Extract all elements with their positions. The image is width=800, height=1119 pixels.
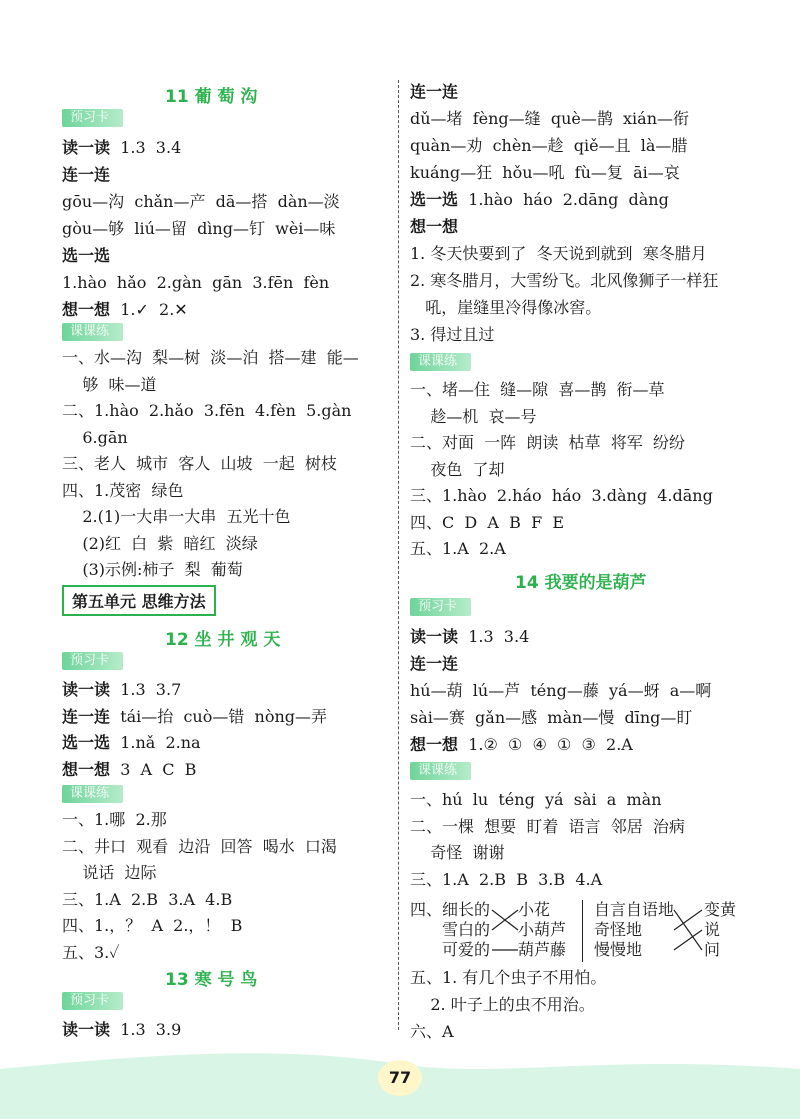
answer-line: 二、一棵 想要 盯着 语言 邻居 治病 [410, 816, 685, 836]
answer-line: 趁—机 哀—号 [410, 406, 537, 426]
answer-line [62, 192, 340, 212]
answer-text: 3 A C B [110, 759, 197, 779]
match-left-word: 雪白的 [442, 920, 491, 939]
answer-line: 五、3.✓ [62, 942, 120, 962]
answer-line: (3)示例:柿子 梨 葡萄 [62, 560, 243, 579]
answer-text: 1.② ① ④ ① ③ 2.A [458, 735, 633, 754]
lesson-14-title: 14 我要的是葫芦 [515, 573, 647, 593]
answer-line [410, 136, 687, 156]
match-left-target: 小葫芦 [518, 920, 567, 939]
answer-line: 一、水—沟 梨—树 淡—泊 搭—建 能— [62, 348, 359, 367]
answer-text: tái—抬 cuò—错 nòng—弄 [110, 706, 328, 726]
answer-line: 三、老人 城市 客人 山坡 一起 树枝 [62, 454, 337, 473]
answer-text: 1. 冬天快要到了 冬天说到就到 寒冬腊月 [410, 244, 707, 263]
answer-text: 1.3 3.4 [458, 627, 530, 646]
answer-line: 够 味—道 [62, 374, 157, 394]
section-label: 读一读 [62, 138, 111, 157]
answer-line: 四、1.，？ A 2.，！ B [62, 916, 243, 935]
section-label: 读一读 [62, 680, 111, 699]
section-label: 连一连 [62, 165, 111, 184]
match-left-target: 小花 [518, 900, 551, 919]
answer-text: quàn—劝 chèn—趁 qiě—且 là—腊 [410, 136, 688, 155]
answer-line [410, 708, 692, 728]
match-left-word: 细长的 [442, 900, 491, 919]
answer-line [410, 271, 718, 291]
answer-text: 1.3 3.4 [110, 138, 182, 157]
match-right-target: 说 [704, 920, 721, 939]
answer-text: hú—葫 lú—芦 téng—藤 yá—蚜 a—啊 [410, 681, 712, 700]
section-label: 连一连 [410, 654, 459, 673]
answer-line: 六、A [410, 1022, 454, 1041]
answer-line [62, 246, 110, 266]
answer-line [410, 735, 633, 755]
section-label: 选一选 [410, 190, 459, 209]
answer-line [62, 680, 181, 700]
answer-line [62, 733, 201, 753]
answer-text: gòu—够 liú—留 dìng—钉 wèi—味 [62, 219, 336, 238]
lesson-13-title: 13 寒 号 鸟 [165, 970, 258, 990]
answer-text: dǔ—堵 fèng—缝 què—鹊 xián—衔 [410, 109, 690, 128]
practice-tag: 课课练 [62, 785, 123, 803]
answer-line [62, 273, 329, 293]
answer-line: 四、1.茂密 绿色 [62, 480, 184, 500]
match-left-word: 可爱的 [442, 940, 491, 959]
answer-line: 三、1.A 2.B 3.A 4.B [62, 889, 233, 909]
practice-tag: 课课练 [410, 762, 471, 780]
answer-text: 3. 得过且过 [410, 325, 495, 344]
answer-line [62, 760, 196, 780]
answer-line: 二、对面 一阵 朗读 枯草 将军 纷纷 [410, 433, 685, 452]
unit-title: 第五单元 思维方法 [62, 585, 216, 616]
answer-text: 1.hào háo 2.dāng dàng [458, 190, 669, 209]
answer-line [62, 165, 110, 185]
answer-line: 二、1.hào 2.hǎo 3.fēn 4.fèn 5.gàn [62, 401, 352, 420]
section-label: 连一连 [62, 706, 111, 726]
answer-text: 1.3 3.7 [110, 680, 182, 699]
match-right-word: 自言自语地 [594, 900, 675, 919]
answer-line [410, 82, 458, 102]
practice-tag: 课课练 [62, 323, 123, 341]
answer-line [410, 627, 529, 647]
answer-line [62, 138, 181, 158]
answer-line [410, 217, 458, 237]
preview-tag: 预习卡 [62, 992, 123, 1010]
match-right-target: 问 [704, 940, 721, 959]
preview-tag: 预习卡 [62, 109, 123, 127]
answer-text: kuáng—狂 hǒu—吼 fù—复 āi—哀 [410, 163, 680, 182]
answer-line [62, 707, 327, 727]
answer-text: 1.nǎ 2.na [110, 733, 201, 752]
answer-line [62, 219, 335, 239]
answer-text: gōu—沟 chǎn—产 dā—搭 dàn—淡 [62, 192, 340, 211]
match-lines-right [672, 900, 704, 962]
answer-line: 一、堵—住 缝—隙 喜—鹊 衔—草 [410, 380, 665, 399]
answer-line: 2. 叶子上的虫不用治。 [410, 995, 595, 1014]
answer-line: 奇怪 谢谢 [410, 843, 505, 862]
section-label: 想一想 [62, 759, 111, 779]
preview-tag: 预习卡 [410, 598, 471, 616]
answer-line: 说话 边际 [62, 863, 157, 882]
answer-line [410, 190, 669, 210]
answer-line: 四、C D A B F E [410, 512, 565, 532]
answer-line: 夜色 了却 [410, 459, 505, 479]
answer-line [410, 681, 711, 701]
answer-line [410, 325, 494, 345]
answer-line: (2)红 白 紫 暗红 淡绿 [62, 533, 258, 553]
answer-line: 一、1.哪 2.那 [62, 810, 167, 829]
section-label: 连一连 [410, 82, 459, 101]
answer-text: sài—赛 gǎn—感 màn—慢 dīng—盯 [410, 708, 693, 727]
answer-text: 1.hào hǎo 2.gàn gān 3.fēn fèn [62, 273, 330, 292]
match-lines-left [490, 900, 520, 962]
column-divider [398, 80, 399, 1030]
answer-line: 6.gān [62, 427, 128, 447]
match-separator [582, 900, 583, 962]
section-label: 选一选 [62, 246, 111, 265]
match-right-word: 奇怪地 [594, 920, 643, 939]
answer-line [410, 244, 707, 264]
section-label: 想一想 [62, 300, 111, 319]
answer-line: 三、1.A 2.B B 3.B 4.A [410, 869, 603, 889]
answer-line [62, 1020, 181, 1040]
match-prefix: 四、 [410, 900, 443, 919]
match-right-word: 慢慢地 [594, 940, 643, 959]
answer-line [410, 163, 680, 183]
section-label: 选一选 [62, 733, 111, 752]
answer-line: 2.(1)一大串一大串 五光十色 [62, 507, 291, 526]
answer-text: 1.3 3.9 [110, 1020, 182, 1039]
page-number: 77 [378, 1060, 422, 1096]
answer-line [410, 298, 601, 318]
lesson-12-title: 12 坐 井 观 天 [165, 630, 281, 650]
match-left-target: 葫芦藤 [518, 940, 567, 959]
practice-tag: 课课练 [410, 353, 471, 371]
answer-line: 三、1.hào 2.háo háo 3.dàng 4.dāng [410, 486, 713, 505]
section-label: 想一想 [410, 735, 459, 754]
answer-line [410, 109, 689, 129]
answer-line: 五、1. 有几个虫子不用怕。 [410, 968, 607, 987]
section-label: 读一读 [62, 1020, 111, 1039]
section-label: 想一想 [410, 217, 459, 236]
answer-line: 五、1.A 2.A [410, 539, 506, 558]
answer-line: 二、井口 观看 边沿 回答 喝水 口渴 [62, 836, 337, 856]
answer-text: 2. 寒冬腊月，大雪纷飞。北风像狮子一样狂 [410, 271, 719, 290]
match-right-target: 变黄 [704, 900, 737, 919]
answer-text: 1.✓ 2.✕ [110, 300, 188, 319]
answer-line: 一、hú lu téng yá sài a màn [410, 790, 662, 809]
answer-text: 吼，崖缝里冷得像冰窖。 [410, 298, 602, 317]
answer-line [62, 300, 188, 320]
preview-tag: 预习卡 [62, 652, 123, 670]
section-label: 读一读 [410, 627, 459, 646]
answer-line [410, 654, 458, 674]
lesson-11-title: 11 葡 萄 沟 [165, 87, 258, 107]
